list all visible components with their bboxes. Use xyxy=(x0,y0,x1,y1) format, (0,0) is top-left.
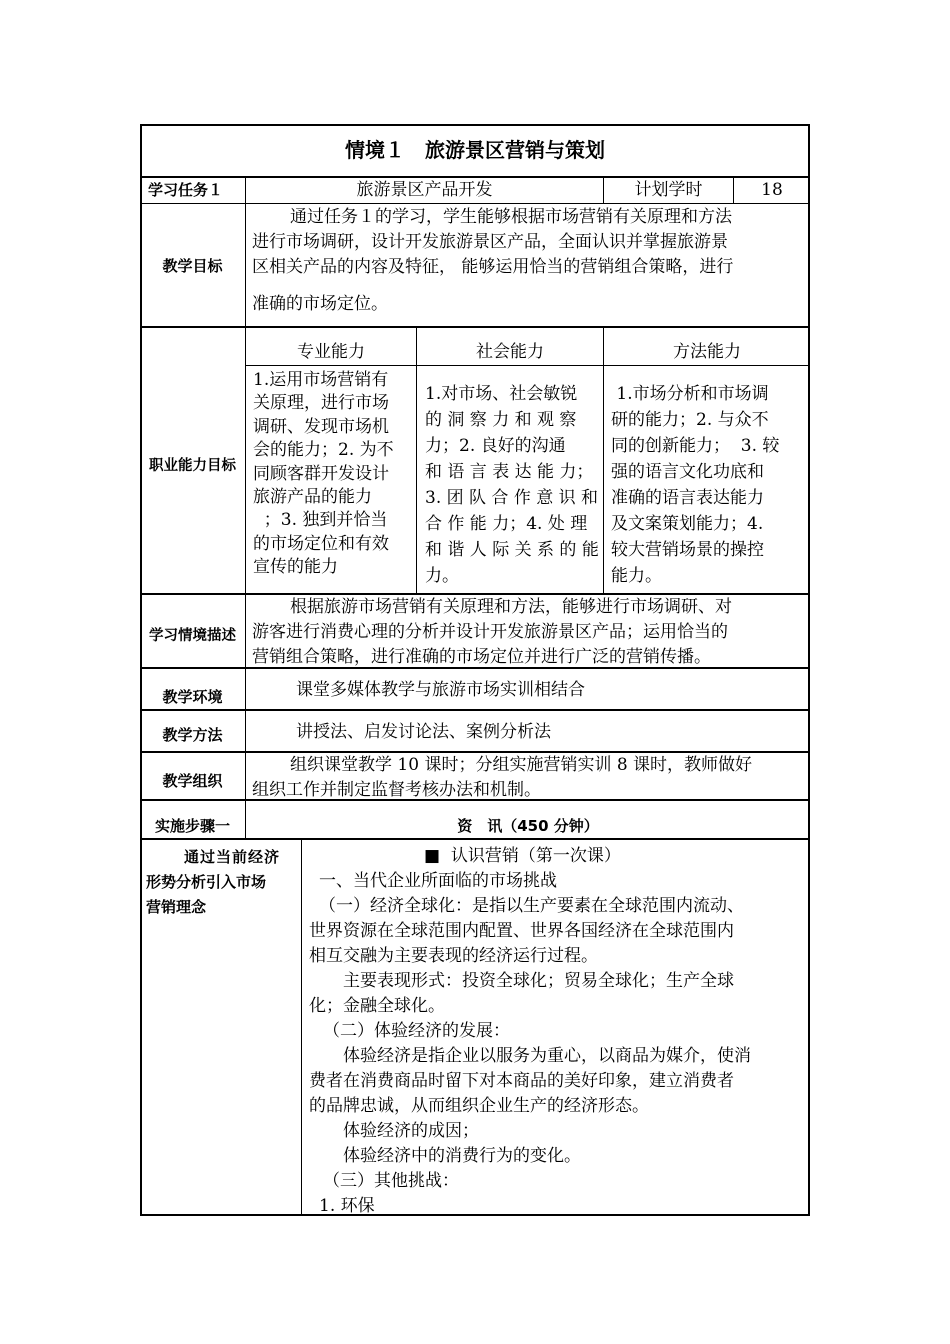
text-line: 世界资源在全球范围内配置、世界各国经济在全球范围内 xyxy=(309,921,734,941)
text-line: 通过当前经济 xyxy=(184,848,281,866)
text-line: 体验经济的成因； xyxy=(343,1121,479,1141)
text-line: 组织工作并制定监督考核办法和机制。 xyxy=(252,780,541,800)
text-line: 同顾客群开发设计 xyxy=(253,463,389,484)
text-line: 较大营销场景的操控 xyxy=(611,540,764,560)
detail-left xyxy=(146,845,280,920)
text-line: 3. 团 队 合 作 意 识 和 xyxy=(425,488,599,508)
environment-value: 课堂多媒体教学与旅游市场实训相结合 xyxy=(296,680,585,700)
text-line: 力。 xyxy=(425,566,459,586)
text-line: 相互交融为主要表现的经济运行过程。 xyxy=(309,946,598,966)
task-label: 学习任务１ xyxy=(148,181,224,199)
text-line: 化；金融全球化。 xyxy=(309,996,445,1016)
text-line: 形势分析引入市场 xyxy=(146,873,267,891)
text-line: 的市场定位和有效 xyxy=(253,533,389,554)
text-line: （三）其他挑战： xyxy=(323,1171,459,1191)
text-line: 合 作 能 力；4. 处 理 xyxy=(425,514,588,534)
text-line: 1.市场分析和市场调 xyxy=(611,384,769,404)
text-line: 旅游产品的能力 xyxy=(253,487,372,508)
ability-header-method: 方法能力 xyxy=(673,342,741,362)
goal-line: 通过任务１的学习，学生能够根据市场营销有关原理和方法 xyxy=(290,207,732,227)
hours-value: 18 xyxy=(761,180,783,200)
text-line: 1. 环保 xyxy=(319,1196,375,1216)
text-line: 和 语 言 表 达 能 力； xyxy=(425,462,594,482)
text-line: 体验经济中的消费行为的变化。 xyxy=(343,1146,581,1166)
text-line: 组织课堂教学 10 课时；分组实施营销实训 8 课时，教师做好 xyxy=(290,755,753,775)
ability-col-professional xyxy=(253,369,394,580)
page-title: 情境１ 旅游景区营销与策划 xyxy=(345,138,605,162)
text-line: 和 谐 人 际 关 系 的 能 xyxy=(425,540,599,560)
text-line: 调研、发现市场机 xyxy=(253,416,389,437)
text-line: 营销理念 xyxy=(146,898,207,916)
text-line: 关原理，进行市场 xyxy=(253,393,389,414)
text-line: 根据旅游市场营销有关原理和方法，能够进行市场调研、对 xyxy=(290,597,732,617)
text-line: 强的语言文化功底和 xyxy=(611,462,764,482)
text-line: 会的能力；2. 为不 xyxy=(253,440,394,461)
goal-line: 准确的市场定位。 xyxy=(252,294,388,314)
text-line: ；3. 独到并恰当 xyxy=(253,510,388,531)
task-value: 旅游景区产品开发 xyxy=(356,180,493,200)
goal-text xyxy=(252,205,733,317)
environment-label: 教学环境 xyxy=(162,688,223,706)
situation-text xyxy=(252,595,732,670)
text-line: 主要表现形式：投资全球化；贸易全球化；生产全球 xyxy=(343,971,734,991)
text-line: 研的能力；2. 与众不 xyxy=(611,410,769,430)
text-line: 游客进行消费心理的分析并设计开发旅游景区产品；运用恰当的 xyxy=(252,622,728,642)
text-line: 费者在消费商品时留下对本商品的美好印象，建立消费者 xyxy=(309,1071,734,1091)
text-line: 1.运用市场营销有 xyxy=(253,370,389,390)
hours-label: 计划学时 xyxy=(634,180,703,200)
text-line: 一、当代企业所面临的市场挑战 xyxy=(319,871,557,891)
text-line: 同的创新能力； 3. 较 xyxy=(611,436,780,456)
detail-right xyxy=(309,844,751,1219)
method-label: 教学方法 xyxy=(162,726,223,744)
text-line: 的 洞 察 力 和 观 察 xyxy=(425,410,577,430)
text-line: 宣传的能力 xyxy=(253,557,338,578)
text-line: 营销组合策略，进行准确的市场定位并进行广泛的营销传播。 xyxy=(252,647,711,667)
ability-header-professional: 专业能力 xyxy=(297,342,365,362)
step-label: 实施步骤一 xyxy=(154,817,230,835)
ability-header-social: 社会能力 xyxy=(476,342,544,362)
ability-label: 职业能力目标 xyxy=(149,458,236,474)
text-line: （一）经济全球化：是指以生产要素在全球范围内流动、 xyxy=(319,896,744,916)
ability-col-method xyxy=(611,381,779,589)
text-line: ■ 认识营销（第一次课） xyxy=(424,846,621,866)
text-line: 能力。 xyxy=(611,566,662,586)
organization-text xyxy=(252,753,752,803)
text-line: 的品牌忠诚，从而组织企业生产的经济形态。 xyxy=(309,1096,649,1116)
text-line: 体验经济是指企业以服务为重心，以商品为媒介，使消 xyxy=(343,1046,751,1066)
ability-col-social xyxy=(425,381,599,589)
text-line: 1.对市场、社会敏锐 xyxy=(425,384,578,404)
text-line: 准确的语言表达能力 xyxy=(611,488,764,508)
method-value: 讲授法、启发讨论法、案例分析法 xyxy=(296,722,551,742)
goal-line: 区相关产品的内容及特征， 能够运用恰当的营销组合策略，进行 xyxy=(252,257,734,277)
goal-line: 进行市场调研，设计开发旅游景区产品，全面认识并掌握旅游景 xyxy=(252,232,728,252)
situation-label: 学习情境描述 xyxy=(149,628,236,644)
organization-label: 教学组织 xyxy=(162,772,223,790)
text-line: 力；2. 良好的沟通 xyxy=(425,436,566,456)
step-value: 资 讯（450 分钟） xyxy=(457,817,599,835)
text-line: 及文案策划能力；4. xyxy=(611,514,764,534)
text-line: （二）体验经济的发展： xyxy=(323,1021,510,1041)
goal-label: 教学目标 xyxy=(162,257,223,275)
